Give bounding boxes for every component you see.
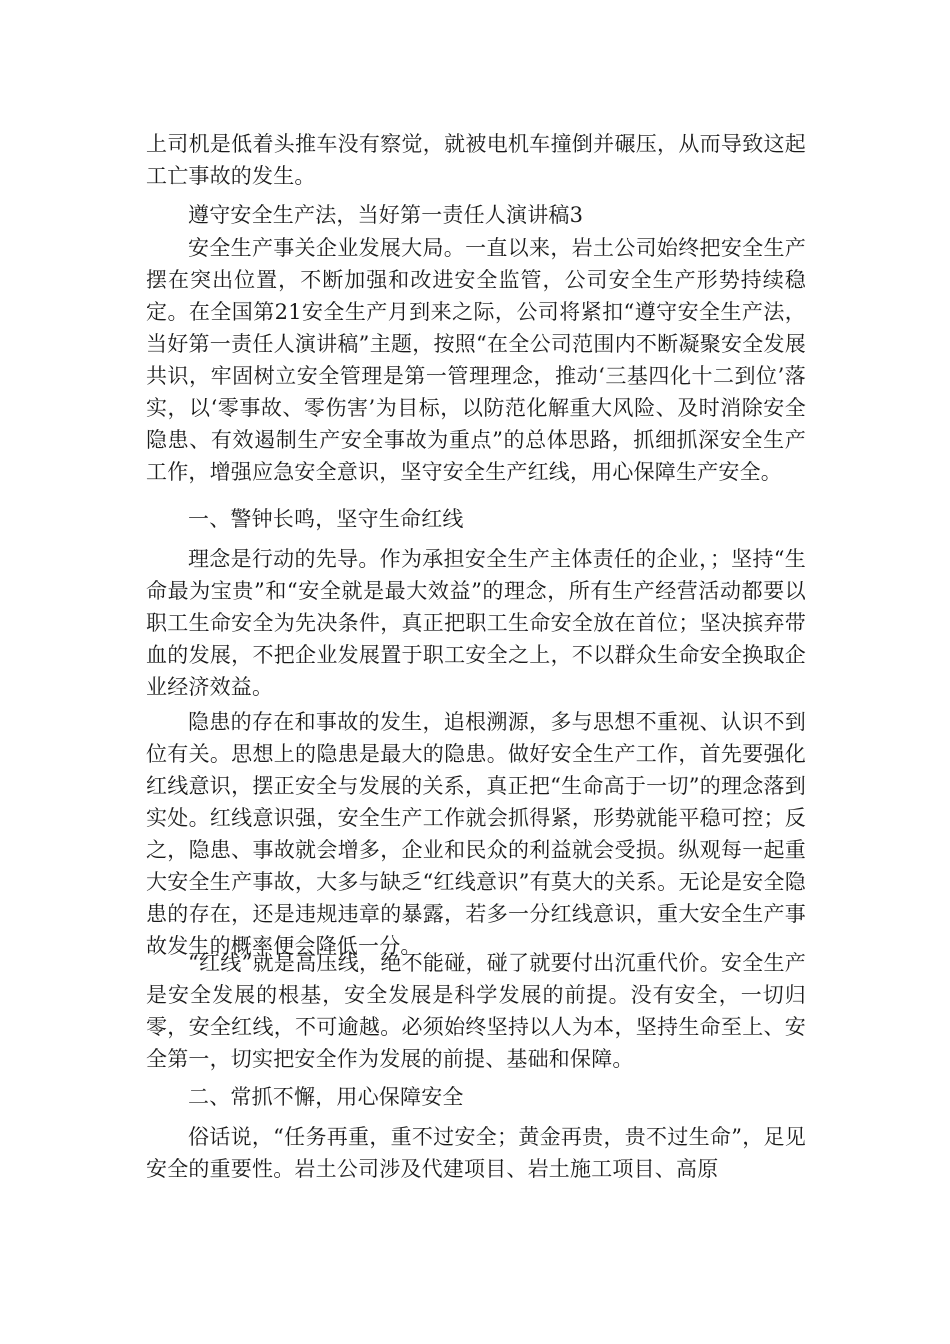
paragraph-redline (146, 947, 806, 1075)
speech-title (146, 199, 806, 231)
paragraph-text: 安全生产事关企业发展大局。一直以来，岩土公司始终把安全生产摆在突出位置，不断加强和改进安全监管，公司安全生产形势持续稳定。在全国第21安全生产月到来之际，公司将紧扣“遵守安全生产法，当好第一责任人演讲稿”主题，按照“在全公司范围内不断凝聚安全发展共识，牢固树立安全管理是第一管理理念，推动‘三基四化十二到位’落实，以‘零事故、零伤害’为目标，以防范化解重大风险、及时消除安全隐患、有效遏制生产安全事故为重点”的总体思路，抓细抓深安全生产工作，增强应急安全意识，坚守安全生产红线，用心保障生产安全。 (146, 236, 806, 484)
section-heading-text: 一、警钟长鸣，坚守生命红线 (188, 507, 464, 531)
section-heading-text: 二、常抓不懈，用心保障安全 (188, 1085, 464, 1109)
paragraph-text: 理念是行动的先导。作为承担安全生产主体责任的企业，；坚持“生命最为宝贵”和“安全就是最大效益”的理念，所有生产经营活动都要以职工生命安全为先决条件，真正把职工生命安全放在首位；坚决摈弃带血的发展，不把企业发展置于职工安全之上，不以群众生命安全换取企业经济效益。 (146, 547, 806, 699)
speech-title-text: 遵守安全生产法，当好第一责任人演讲稿3 (188, 203, 584, 227)
paragraph-text: 俗话说，“任务再重，重不过安全；黄金再贵，贵不过生命”，足见安全的重要性。岩土公司涉及代建项目、岩土施工项目、高原 (146, 1125, 806, 1181)
paragraph-continuation (146, 128, 806, 192)
paragraph-text: 隐患的存在和事故的发生，追根溯源，多与思想不重视、认识不到位有关。思想上的隐患是最大的隐患。做好安全生产工作，首先要强化红线意识，摆正安全与发展的关系，真正把“生命高于一切”的理念落到实处。红线意识强，安全生产工作就会抓得紧，形势就能平稳可控；反之，隐患、事故就会增多，企业和民众的利益就会受损。纵观每一起重大安全生产事故，大多与缺乏“红线意识”有莫大的关系。无论是安全隐患的存在，还是违规违章的暴露，若多一分红线意识，重大安全生产事故发生的概率便会降低一分。 (146, 710, 806, 958)
section-heading-1 (146, 503, 806, 535)
section-heading-2 (146, 1081, 806, 1113)
paragraph-text: “红线”就是高压线，绝不能碰，碰了就要付出沉重代价。安全生产是安全发展的根基，安全发展是科学发展的前提。没有安全，一切归零，安全红线，不可逾越。必须始终坚持以人为本，坚持生命至上、安全第一，切实把安全作为发展的前提、基础和保障。 (146, 951, 806, 1071)
paragraph-text: 上司机是低着头推车没有察觉，就被电机车撞倒并碾压，从而导致这起工亡事故的发生。 (146, 132, 806, 188)
paragraph-proverb (146, 1121, 806, 1185)
paragraph-hazard (146, 706, 806, 962)
paragraph-intro (146, 232, 806, 488)
paragraph-concept (146, 543, 806, 703)
